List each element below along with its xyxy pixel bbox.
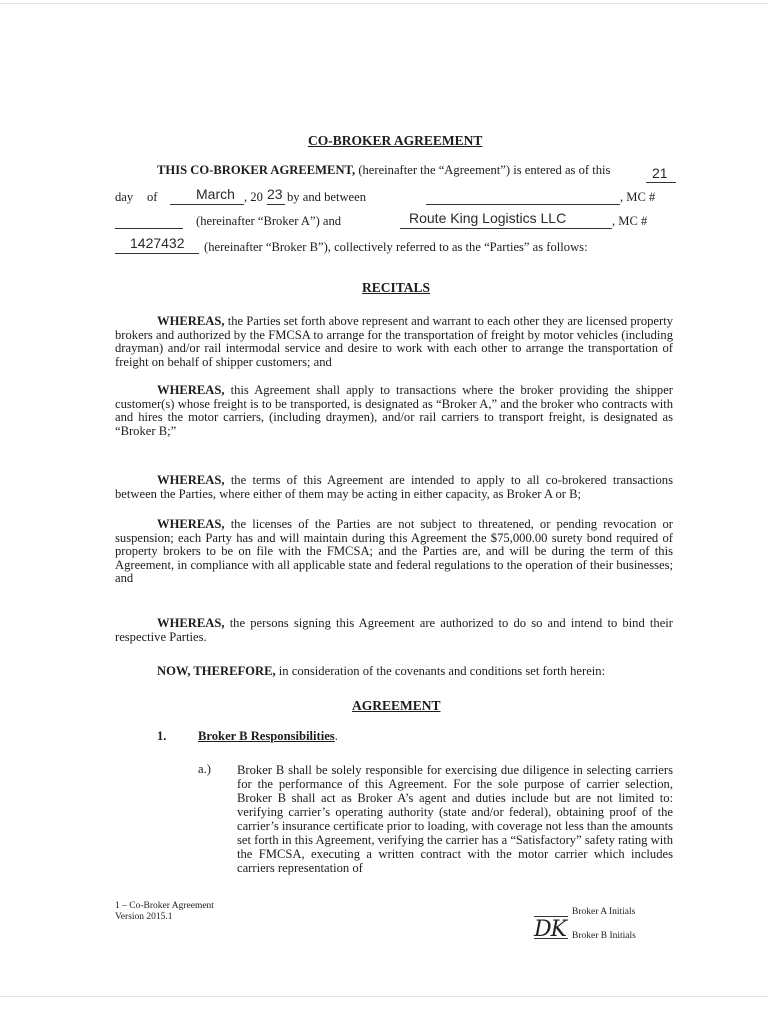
recital-text: the licenses of the Parties are not subject to threatened, or pending revocation or suspension; each Party has and will maintain during this Agreement the $75,000.00 surety bond required of property brokers to be on file with the FMCSA; and the Parties are, and will be during the term of this Agreement, in compliance with all applicable state and federal regulations to the operation of their businesses; and (115, 517, 674, 586)
whereas-label: WHEREAS, (157, 473, 225, 487)
broker-b-initials-blank[interactable] (534, 938, 568, 939)
recital-text: the Parties set forth above represent and warrant to each other they are licensed property brokers and authorized by the FMCSA to arrange for the transportation of freight by motor vehicles (including drayman) and/or rail intermodal service and desire to work with each other to arrange the transportation of freight on behalf of shipper customers; and (115, 314, 673, 369)
broker-b-name-blank[interactable] (400, 228, 612, 229)
day-blank[interactable] (646, 182, 676, 183)
whereas-label: WHEREAS, (157, 616, 225, 630)
broker-b-mc-value[interactable]: 1427432 (130, 235, 185, 251)
section-heading (198, 730, 338, 744)
recital-3 (115, 474, 673, 501)
footer-version: Version 2015.1 (115, 912, 173, 922)
whereas-label: WHEREAS, (157, 517, 225, 531)
by-and-between: by and between (287, 190, 367, 204)
now-therefore-rest: in consideration of the covenants and conditions set forth herein: (278, 664, 606, 678)
recital-text: the terms of this Agreement are intended to apply to all co-brokered transactions between the Parties, where either of them may be acting in either capacity, as Broker A or B; (115, 473, 674, 501)
intro-lead-rest: (hereinafter the “Agreement”) is entered as of this (358, 163, 611, 177)
recital-2 (115, 384, 673, 438)
recitals-heading: RECITALS (362, 280, 431, 295)
whereas-label: WHEREAS, (157, 383, 225, 397)
document-title: CO-BROKER AGREEMENT (308, 133, 483, 148)
now-therefore-bold: NOW, THEREFORE, (157, 664, 276, 678)
now-therefore (157, 665, 605, 679)
recital-text: this Agreement shall apply to transactions where the broker providing the shipper customer(s) whose freight is to be transported, is designated as “Broker A,” and the broker who contracts with and hires the motor carriers, (including draymen), and/or rail carriers to transport freight, is designated as “Broker B;” (115, 383, 673, 438)
mc-label-2: , MC # (612, 214, 648, 228)
agreement-heading: AGREEMENT (352, 698, 441, 713)
sub-paragraph-a: Broker B shall be solely responsible for exercising due diligence in selecting carriers for the performance of this Agreement. For the sole purpose of carrier selection, Broker B shall act as Broker A’s agent and duties include but are not limited to: verifying carrier’s operating authority (state and/or federal), obtaining proof of the carrier’s insurance certificate prior to loading, with coverage not less than the amounts set forth in this Agreement, verifying the carrier has a “Satisfactory” safety rating with the FMCSA, executing a written contract with the motor carrier which includes carriers representation of (237, 763, 673, 875)
day-value[interactable]: 21 (652, 165, 668, 181)
scan-edge-top (0, 3, 768, 4)
footer-page-label: 1 – Co-Broker Agreement (115, 901, 214, 911)
broker-a-name-blank[interactable] (426, 204, 620, 205)
mc-label-1: , MC # (620, 190, 656, 204)
hereinafter-broker-a: (hereinafter “Broker A”) and (196, 214, 342, 228)
recital-1 (115, 315, 673, 369)
intro-lead-bold: THIS CO-BROKER AGREEMENT, (157, 163, 356, 177)
year-blank[interactable] (267, 204, 285, 205)
intro-line-1 (157, 164, 610, 178)
sub-label-a: a.) (198, 762, 211, 776)
year-prefix: , 20 (244, 190, 263, 204)
section-number: 1. (157, 729, 167, 743)
month-value[interactable]: March (196, 186, 235, 202)
recital-text: the persons signing this Agreement are authorized to do so and intend to bind their respective Parties. (115, 616, 673, 644)
broker-b-name[interactable]: Route King Logistics LLC (409, 210, 567, 226)
scan-edge-bottom (0, 996, 768, 997)
of-label: of (147, 190, 158, 204)
broker-b-signature[interactable]: DK (534, 917, 567, 942)
year-value[interactable]: 23 (267, 186, 283, 202)
day-label: day (115, 190, 134, 204)
section-title: Broker B Responsibilities (198, 729, 335, 743)
broker-b-mc-blank[interactable] (115, 253, 199, 254)
recital-4 (115, 518, 673, 586)
whereas-label: WHEREAS, (157, 314, 225, 328)
section-title-period: . (334, 729, 338, 743)
month-blank[interactable] (170, 204, 244, 205)
broker-b-initials-label: Broker B Initials (572, 931, 636, 941)
recital-5 (115, 617, 673, 644)
broker-a-mc-blank[interactable] (115, 228, 183, 229)
hereinafter-broker-b: (hereinafter “Broker B”), collectively referred to as the “Parties” as follows: (204, 240, 588, 254)
broker-a-initials-label: Broker A Initials (572, 907, 636, 917)
